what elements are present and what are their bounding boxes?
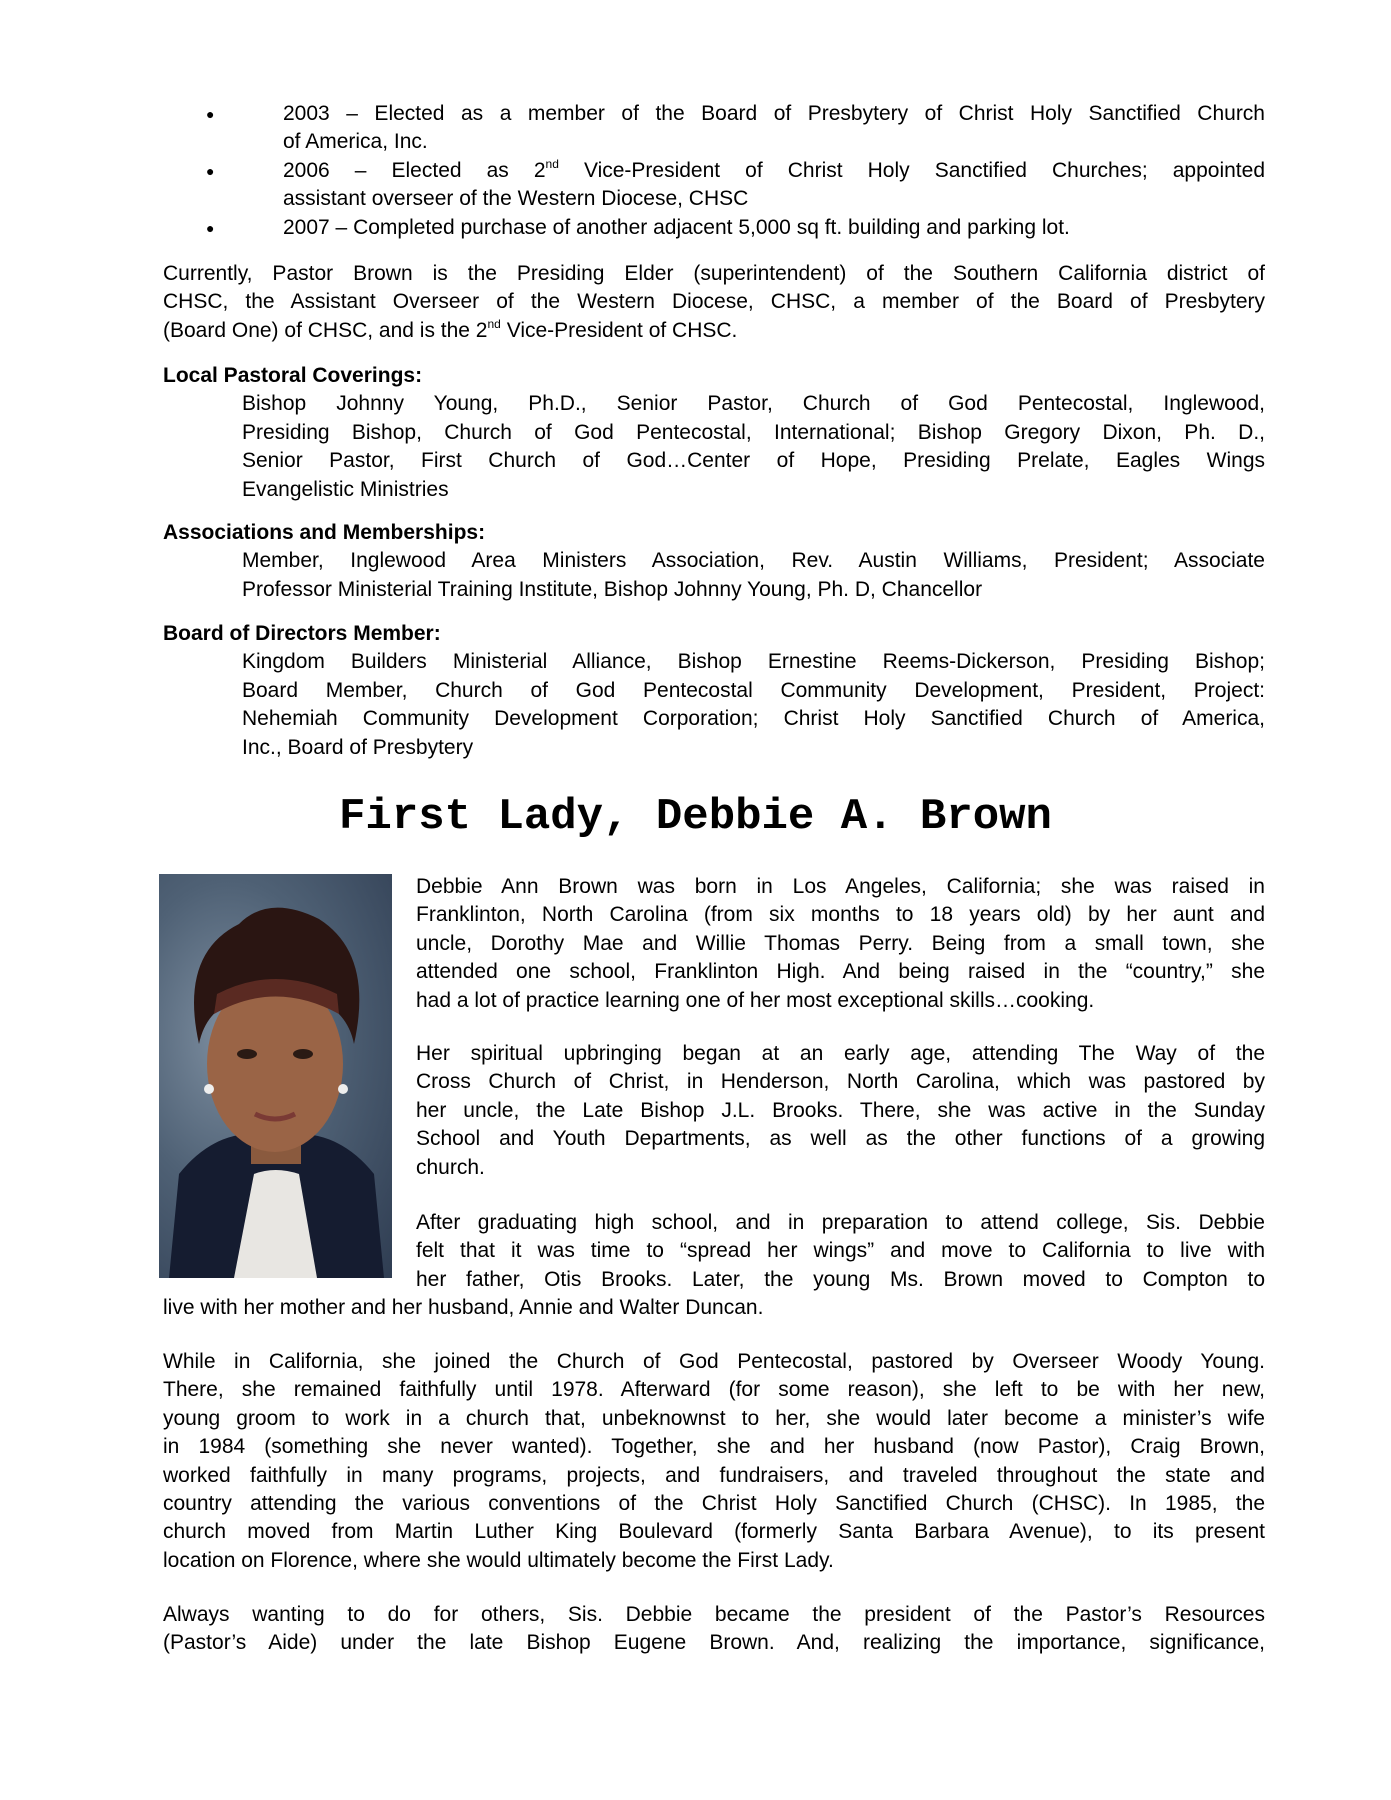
text-run: After graduating high school, and in preparation to attend college, Sis. Debbie — [416, 1211, 1265, 1234]
text-line — [163, 1348, 1265, 1376]
text-run: church moved from Martin Luther King Boulevard (formerly Santa Barbara Avenue), to its present — [163, 1520, 1265, 1544]
text-run: young groom to work in a church that, unbeknownst to her, she would later become a minister’s wife — [163, 1406, 1265, 1430]
text-run: her uncle, the Late Bishop J.L. Brooks. There, she was active in the Sunday — [416, 1098, 1265, 1122]
text-run: (Board One) of CHSC, and is the 2 — [163, 318, 488, 342]
text-line — [163, 317, 1265, 345]
text-line — [416, 1237, 1265, 1265]
bullet-item — [206, 214, 1265, 242]
text-line — [416, 1068, 1265, 1096]
text-line — [163, 677, 1265, 705]
section-heading: Associations and Memberships: — [163, 521, 486, 544]
text-run: 2007 – Completed purchase of another adjacent 5,000 sq ft. building and parking lot. — [283, 215, 1070, 239]
section-heading: Local Pastoral Coverings: — [163, 364, 423, 387]
text-run: worked faithfully in many programs, projects, and fundraisers, and traveled throughout the state and — [163, 1463, 1265, 1487]
bullet-item — [206, 156, 1266, 214]
text-line — [163, 1294, 1265, 1322]
text-run: Kingdom Builders Ministerial Alliance, Bishop Ernestine Reems-Dickerson, Presiding Bishop; — [242, 650, 1265, 674]
text-line — [283, 157, 1265, 185]
text-run: Currently, Pastor Brown is the Presiding Elder (superintendent) of the Southern California district of — [163, 262, 1265, 285]
text-line — [163, 1629, 1265, 1657]
text-run: had a lot of practice learning one of her most exceptional skills…cooking. — [416, 988, 1095, 1012]
bullet-item — [206, 100, 1265, 157]
text-line — [416, 987, 1265, 1015]
text-run: Vice-President of CHSC. — [500, 318, 738, 342]
text-line — [416, 930, 1265, 958]
text-run: of America, Inc. — [283, 130, 428, 154]
text-line — [163, 476, 1265, 504]
text-run: her father, Otis Brooks. Later, the young Ms. Brown moved to Compton to — [416, 1267, 1265, 1291]
portrait-photo — [159, 874, 392, 1278]
text-run: Inc., Board of Presbytery — [242, 735, 474, 759]
text-line — [163, 1601, 1265, 1629]
text-line — [416, 1040, 1265, 1068]
text-line — [163, 648, 1265, 676]
text-run: Professor Ministerial Training Institute, Bishop Johnny Young, Ph. D, Chancellor — [242, 577, 983, 601]
text-run: Presiding Bishop, Church of God Pentecostal, International; Bishop Gregory Dixon, Ph. D., — [242, 420, 1265, 444]
text-run: Her spiritual upbringing began at an early age, attending The Way of the — [416, 1042, 1265, 1065]
text-run: Franklinton, North Carolina (from six months to 18 years old) by her aunt and — [416, 903, 1265, 927]
section-heading: Board of Directors Member: — [163, 622, 441, 645]
text-line — [163, 288, 1265, 316]
bullet-icon: ● — [206, 106, 215, 122]
text-run: church. — [416, 1155, 485, 1179]
text-run: 2003 – Elected as a member of the Board of Presbytery of Christ Holy Sanctified Church — [283, 102, 1265, 125]
text-line — [416, 1209, 1265, 1237]
text-run: School and Youth Departments, as well as the other functions of a growing — [416, 1127, 1265, 1151]
text-line — [163, 547, 1265, 575]
text-run: in 1984 (something she never wanted). Together, she and her husband (now Pastor), Craig Brown, — [163, 1435, 1265, 1459]
text-line — [163, 1547, 1265, 1575]
text-run: live with her mother and her husband, Annie and Walter Duncan. — [163, 1296, 764, 1319]
superscript: nd — [545, 156, 559, 171]
text-line — [283, 100, 1265, 128]
bio-paragraph — [416, 1209, 1265, 1294]
text-line — [163, 1462, 1265, 1490]
text-run: Debbie Ann Brown was born in Los Angeles, California; she was raised in — [416, 875, 1265, 898]
text-line — [283, 185, 1265, 213]
text-line — [163, 734, 1265, 762]
text-run: Senior Pastor, First Church of God…Center of Hope, Presiding Prelate, Eagles Wings — [242, 449, 1265, 473]
board-of-directors-section — [163, 620, 1265, 762]
text-line — [163, 1405, 1265, 1433]
text-line — [416, 958, 1265, 986]
text-run: While in California, she joined the Church of God Pentecostal, pastored by Overseer Woody Young. — [163, 1350, 1265, 1373]
text-run: Vice-President of Christ Holy Sanctified Churches; appointed — [558, 158, 1266, 182]
text-line — [163, 447, 1265, 475]
text-run: Cross Church of Christ, in Henderson, North Carolina, which was pastored by — [416, 1070, 1265, 1094]
text-line — [163, 390, 1265, 418]
text-run: There, she remained faithfully until 1978. Afterward (for some reason), she left to be with her new, — [163, 1378, 1265, 1402]
text-line — [416, 1154, 1265, 1182]
text-run: attended one school, Franklinton High. And being raised in the “country,” she — [416, 960, 1265, 984]
bio-paragraph-continuation — [163, 1294, 1265, 1322]
text-line — [163, 1518, 1265, 1546]
associations-section — [163, 519, 1265, 604]
bullet-icon: ● — [206, 219, 215, 236]
text-run: 2006 – Elected as 2 — [283, 158, 546, 182]
section-title: First Lady, Debbie A. Brown — [339, 792, 1052, 842]
text-line — [283, 128, 1265, 156]
text-line — [416, 1266, 1265, 1294]
text-run: location on Florence, where she would ultimately become the First Lady. — [163, 1548, 834, 1572]
text-line — [163, 705, 1265, 733]
text-line — [416, 1097, 1265, 1125]
text-run: felt that it was time to “spread her wings” and move to California to live with — [416, 1239, 1265, 1263]
bio-paragraph — [416, 1040, 1265, 1182]
text-run: Bishop Johnny Young, Ph.D., Senior Pastor, Church of God Pentecostal, Inglewood, — [242, 392, 1265, 416]
text-run: country attending the various conventions of the Christ Holy Sanctified Church (CHSC). In 1985, the — [163, 1492, 1265, 1516]
superscript: nd — [487, 316, 501, 331]
text-line — [163, 1376, 1265, 1404]
bio-paragraph — [163, 1348, 1265, 1575]
text-line — [283, 214, 1265, 242]
text-line — [163, 419, 1265, 447]
text-line — [163, 1490, 1265, 1518]
text-line — [163, 260, 1265, 288]
text-line — [163, 1433, 1265, 1461]
text-run: (Pastor’s Aide) under the late Bishop Eugene Brown. And, realizing the importance, significance, — [163, 1631, 1265, 1655]
text-run: Nehemiah Community Development Corporation; Christ Holy Sanctified Church of America, — [242, 707, 1265, 731]
text-run: CHSC, the Assistant Overseer of the Western Diocese, CHSC, a member of the Board of Presbytery — [163, 290, 1265, 314]
current-roles-paragraph — [163, 260, 1265, 345]
bio-paragraph — [416, 873, 1265, 1015]
text-run: Always wanting to do for others, Sis. Debbie became the president of the Pastor’s Resources — [163, 1603, 1265, 1626]
text-line — [163, 576, 1265, 604]
text-run: uncle, Dorothy Mae and Willie Thomas Perry. Being from a small town, she — [416, 931, 1265, 955]
bio-paragraph — [163, 1601, 1265, 1658]
bullet-icon: ● — [206, 162, 215, 179]
text-line — [416, 901, 1265, 929]
text-run: Member, Inglewood Area Ministers Association, Rev. Austin Williams, President; Associate — [242, 549, 1265, 573]
text-line — [416, 1125, 1265, 1153]
accomplishments-list — [206, 100, 1266, 242]
text-line — [416, 873, 1265, 901]
text-run: assistant overseer of the Western Diocese, CHSC — [283, 187, 749, 211]
text-run: Board Member, Church of God Pentecostal Community Development, President, Project: — [242, 678, 1265, 702]
text-run: Evangelistic Ministries — [242, 477, 449, 501]
local-pastoral-coverings-section — [163, 362, 1265, 504]
